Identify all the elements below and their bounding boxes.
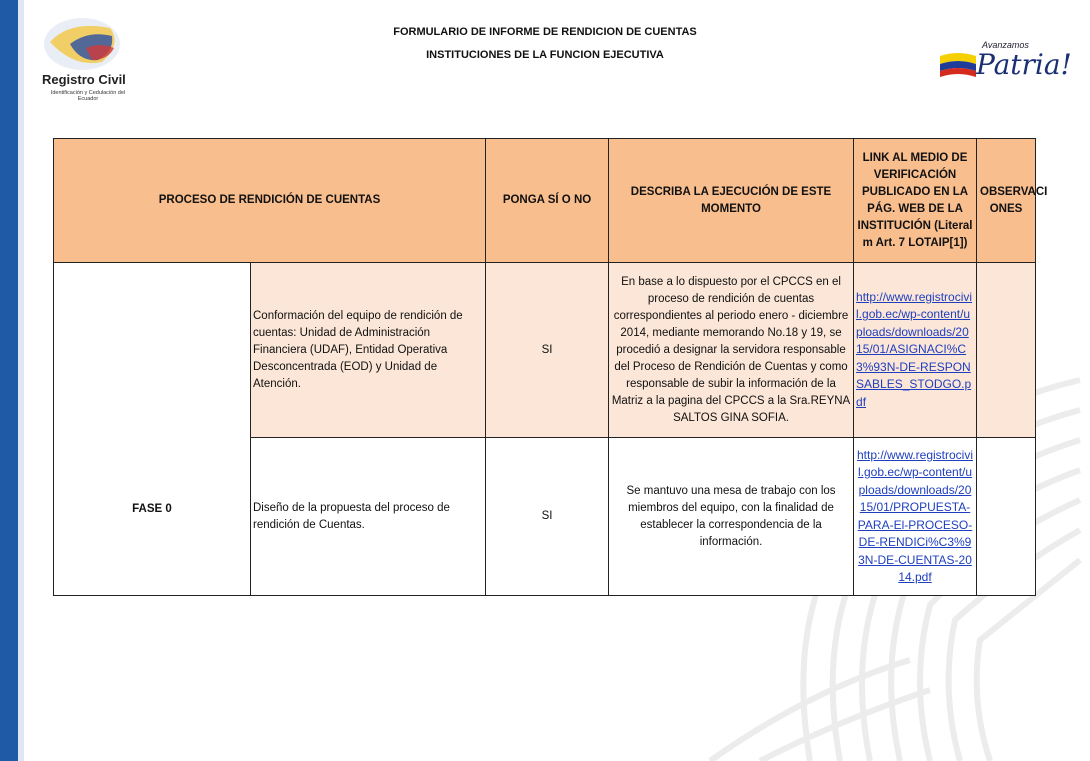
row1-link[interactable]: http://www.registrocivil.gob.ec/wp-content/uploads/downloads/2015/01/ASIGNACI%C3%93N-DE-RESPONSABLES_STODGO.pdf: [854, 263, 977, 438]
row2-proceso: Diseño de la propuesta del proceso de rendición de Cuentas.: [251, 438, 486, 596]
logo-name: Registro Civil: [42, 72, 126, 87]
table-row: [54, 263, 1036, 438]
header-observaciones: OBSERVACI ONES: [977, 139, 1036, 263]
header-describa: DESCRIBA LA EJECUCIÓN DE ESTE MOMENTO: [609, 139, 854, 263]
fase-label: FASE 0: [54, 263, 251, 596]
logo-subtitle: Identificación y Cedulación del Ecuador: [50, 90, 126, 102]
row1-ponga: SI: [486, 263, 609, 438]
form-subtitle: INSTITUCIONES DE LA FUNCION EJECUTIVA: [426, 49, 664, 61]
header-proceso: PROCESO DE RENDICIÓN DE CUENTAS: [54, 139, 486, 263]
form-title: FORMULARIO DE INFORME DE RENDICION DE CUENTAS: [393, 26, 697, 38]
header-link: LINK AL MEDIO DE VERIFICACIÓN PUBLICADO EN LA PÁG. WEB DE LA INSTITUCIÓN (Literal m Art. 7 LOTAIP[1]): [854, 139, 977, 263]
left-blue-bar: [0, 0, 18, 761]
table-header-row: [54, 139, 1036, 263]
row1-proceso: Conformación del equipo de rendición de cuentas: Unidad de Administración Financiera (UDAF), Entidad Operativa Desconcentrada (EOD) y Unidad de Atención.: [251, 263, 486, 438]
rendicion-table: [53, 138, 1048, 596]
row2-describa: Se mantuvo una mesa de trabajo con los miembros del equipo, con la finalidad de establecer la correspondencia de la información.: [609, 438, 854, 596]
row2-observaciones: [977, 438, 1036, 596]
row1-describa: En base a lo dispuesto por el CPCCS en el proceso de rendición de cuentas correspondientes al periodo enero - diciembre 2014, mediante memorando No.18 y 19, se procedió a designar la servidora responsable del Proceso de Rendición de Cuentas y como responsable de subir la información de la Matriz a la pagina del CPCCS a la Sra.REYNA SALTOS GINA SOFIA.: [609, 263, 854, 438]
logo-right-small: Avanzamos: [982, 40, 1029, 50]
left-light-bar: [18, 0, 24, 761]
row2-link[interactable]: http://www.registrocivil.gob.ec/wp-content/uploads/downloads/2015/01/PROPUESTA-PARA-El-PROCESO-DE-RENDICi%C3%93N-DE-CUENTAS-2014.pdf: [854, 438, 977, 596]
avanzamos-patria-logo: [938, 36, 1072, 88]
row1-observaciones: [977, 263, 1036, 438]
row2-ponga: SI: [486, 438, 609, 596]
logo-right-big: Patria!: [976, 48, 1072, 81]
header-ponga: PONGA SÍ O NO: [486, 139, 609, 263]
ecuador-map-icon: [30, 14, 140, 74]
